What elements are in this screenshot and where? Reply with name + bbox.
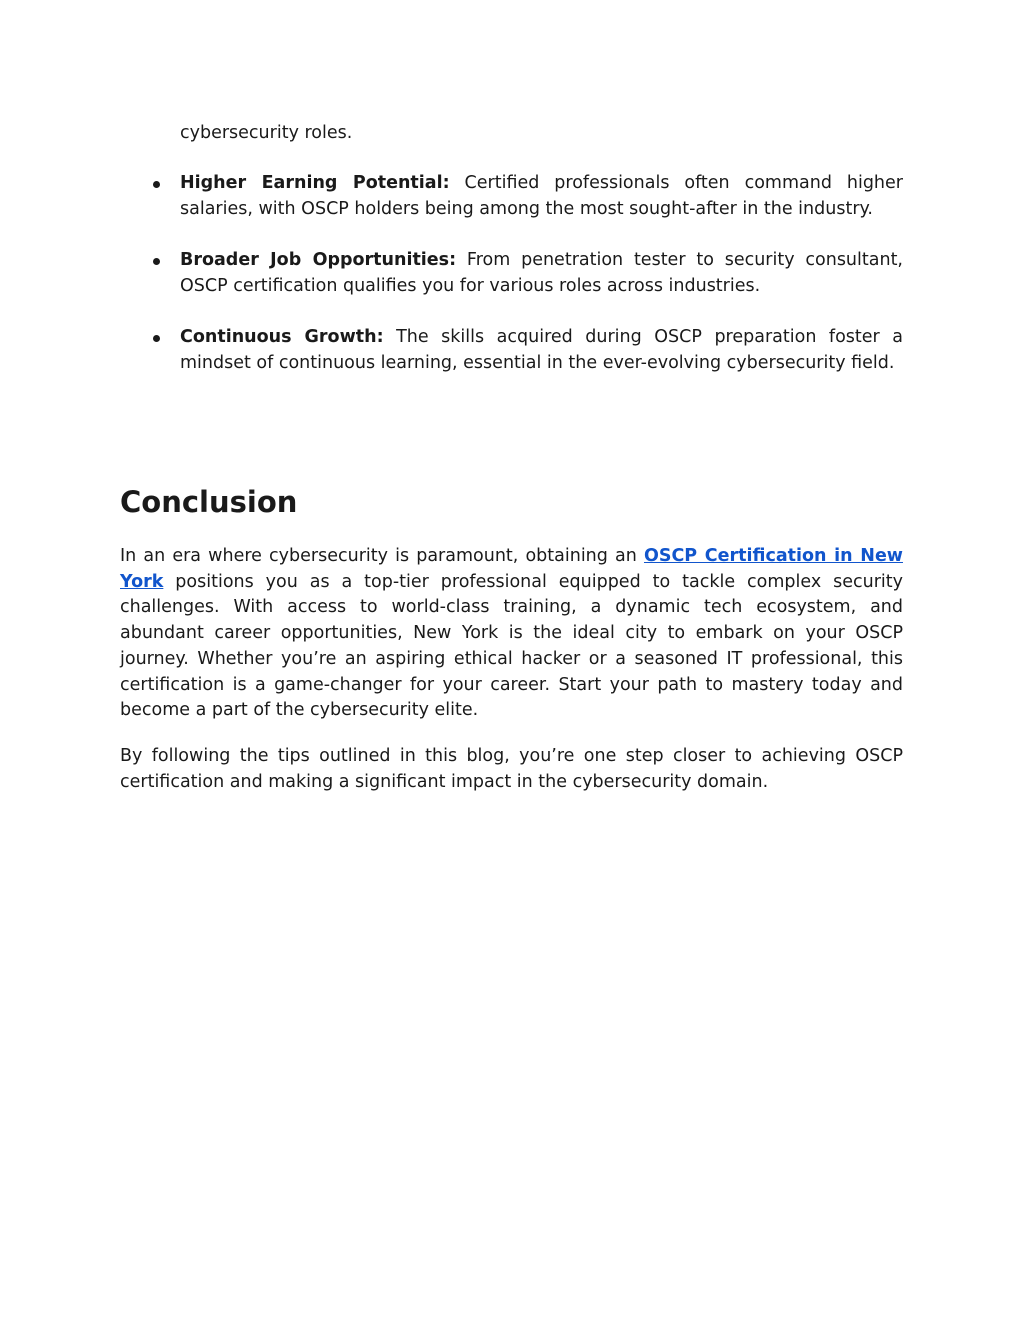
list-item-term: Higher Earning Potential:: [180, 173, 450, 193]
benefits-list: [120, 171, 903, 402]
list-item: [120, 171, 903, 222]
closing-paragraph: By following the tips outlined in this blog, you’re one step closer to achieving OSCP certification and making a significant impact in the cybersecurity domain.: [120, 746, 903, 792]
oscp-certification-link[interactable]: OSCP Certification in New York: [120, 546, 903, 592]
bullet-icon: [153, 181, 160, 188]
list-item-text: From penetration tester to security consultant, OSCP certification qualifies you for various roles across industries.: [180, 249, 903, 296]
continuation-text: cybersecurity roles.: [180, 123, 353, 143]
list-item-text: Certified professionals often command higher salaries, with OSCP holders being among the most sought-after in the industry.: [180, 173, 903, 219]
list-item: [120, 325, 903, 376]
list-item-term: Continuous Growth:: [180, 326, 384, 347]
paragraph-text-before-link: In an era where cybersecurity is paramount, obtaining an: [120, 546, 637, 566]
conclusion-heading: Conclusion: [120, 485, 298, 519]
bullet-icon: [153, 335, 160, 342]
list-item: [120, 248, 903, 299]
paragraph-text-after-link: positions you as a top-tier professional equipped to tackle complex security challenges. With access to world-class training, a dynamic tech ecosystem, and abundant career opportunities, New York is the ideal city to embark on your OSCP journey. Whether you’re an aspiring ethical hacker or a seasoned IT professional, this certification is a game-changer for your career. Start your path to mastery today and become a part of the cybersecurity elite.: [120, 571, 903, 721]
conclusion-paragraph: [120, 544, 903, 724]
bullet-icon: [153, 258, 160, 265]
list-item-text: The skills acquired during OSCP preparation foster a mindset of continuous learning, essential in the ever-evolving cybersecurity field.: [180, 326, 903, 373]
list-item-term: Broader Job Opportunities:: [180, 249, 457, 270]
